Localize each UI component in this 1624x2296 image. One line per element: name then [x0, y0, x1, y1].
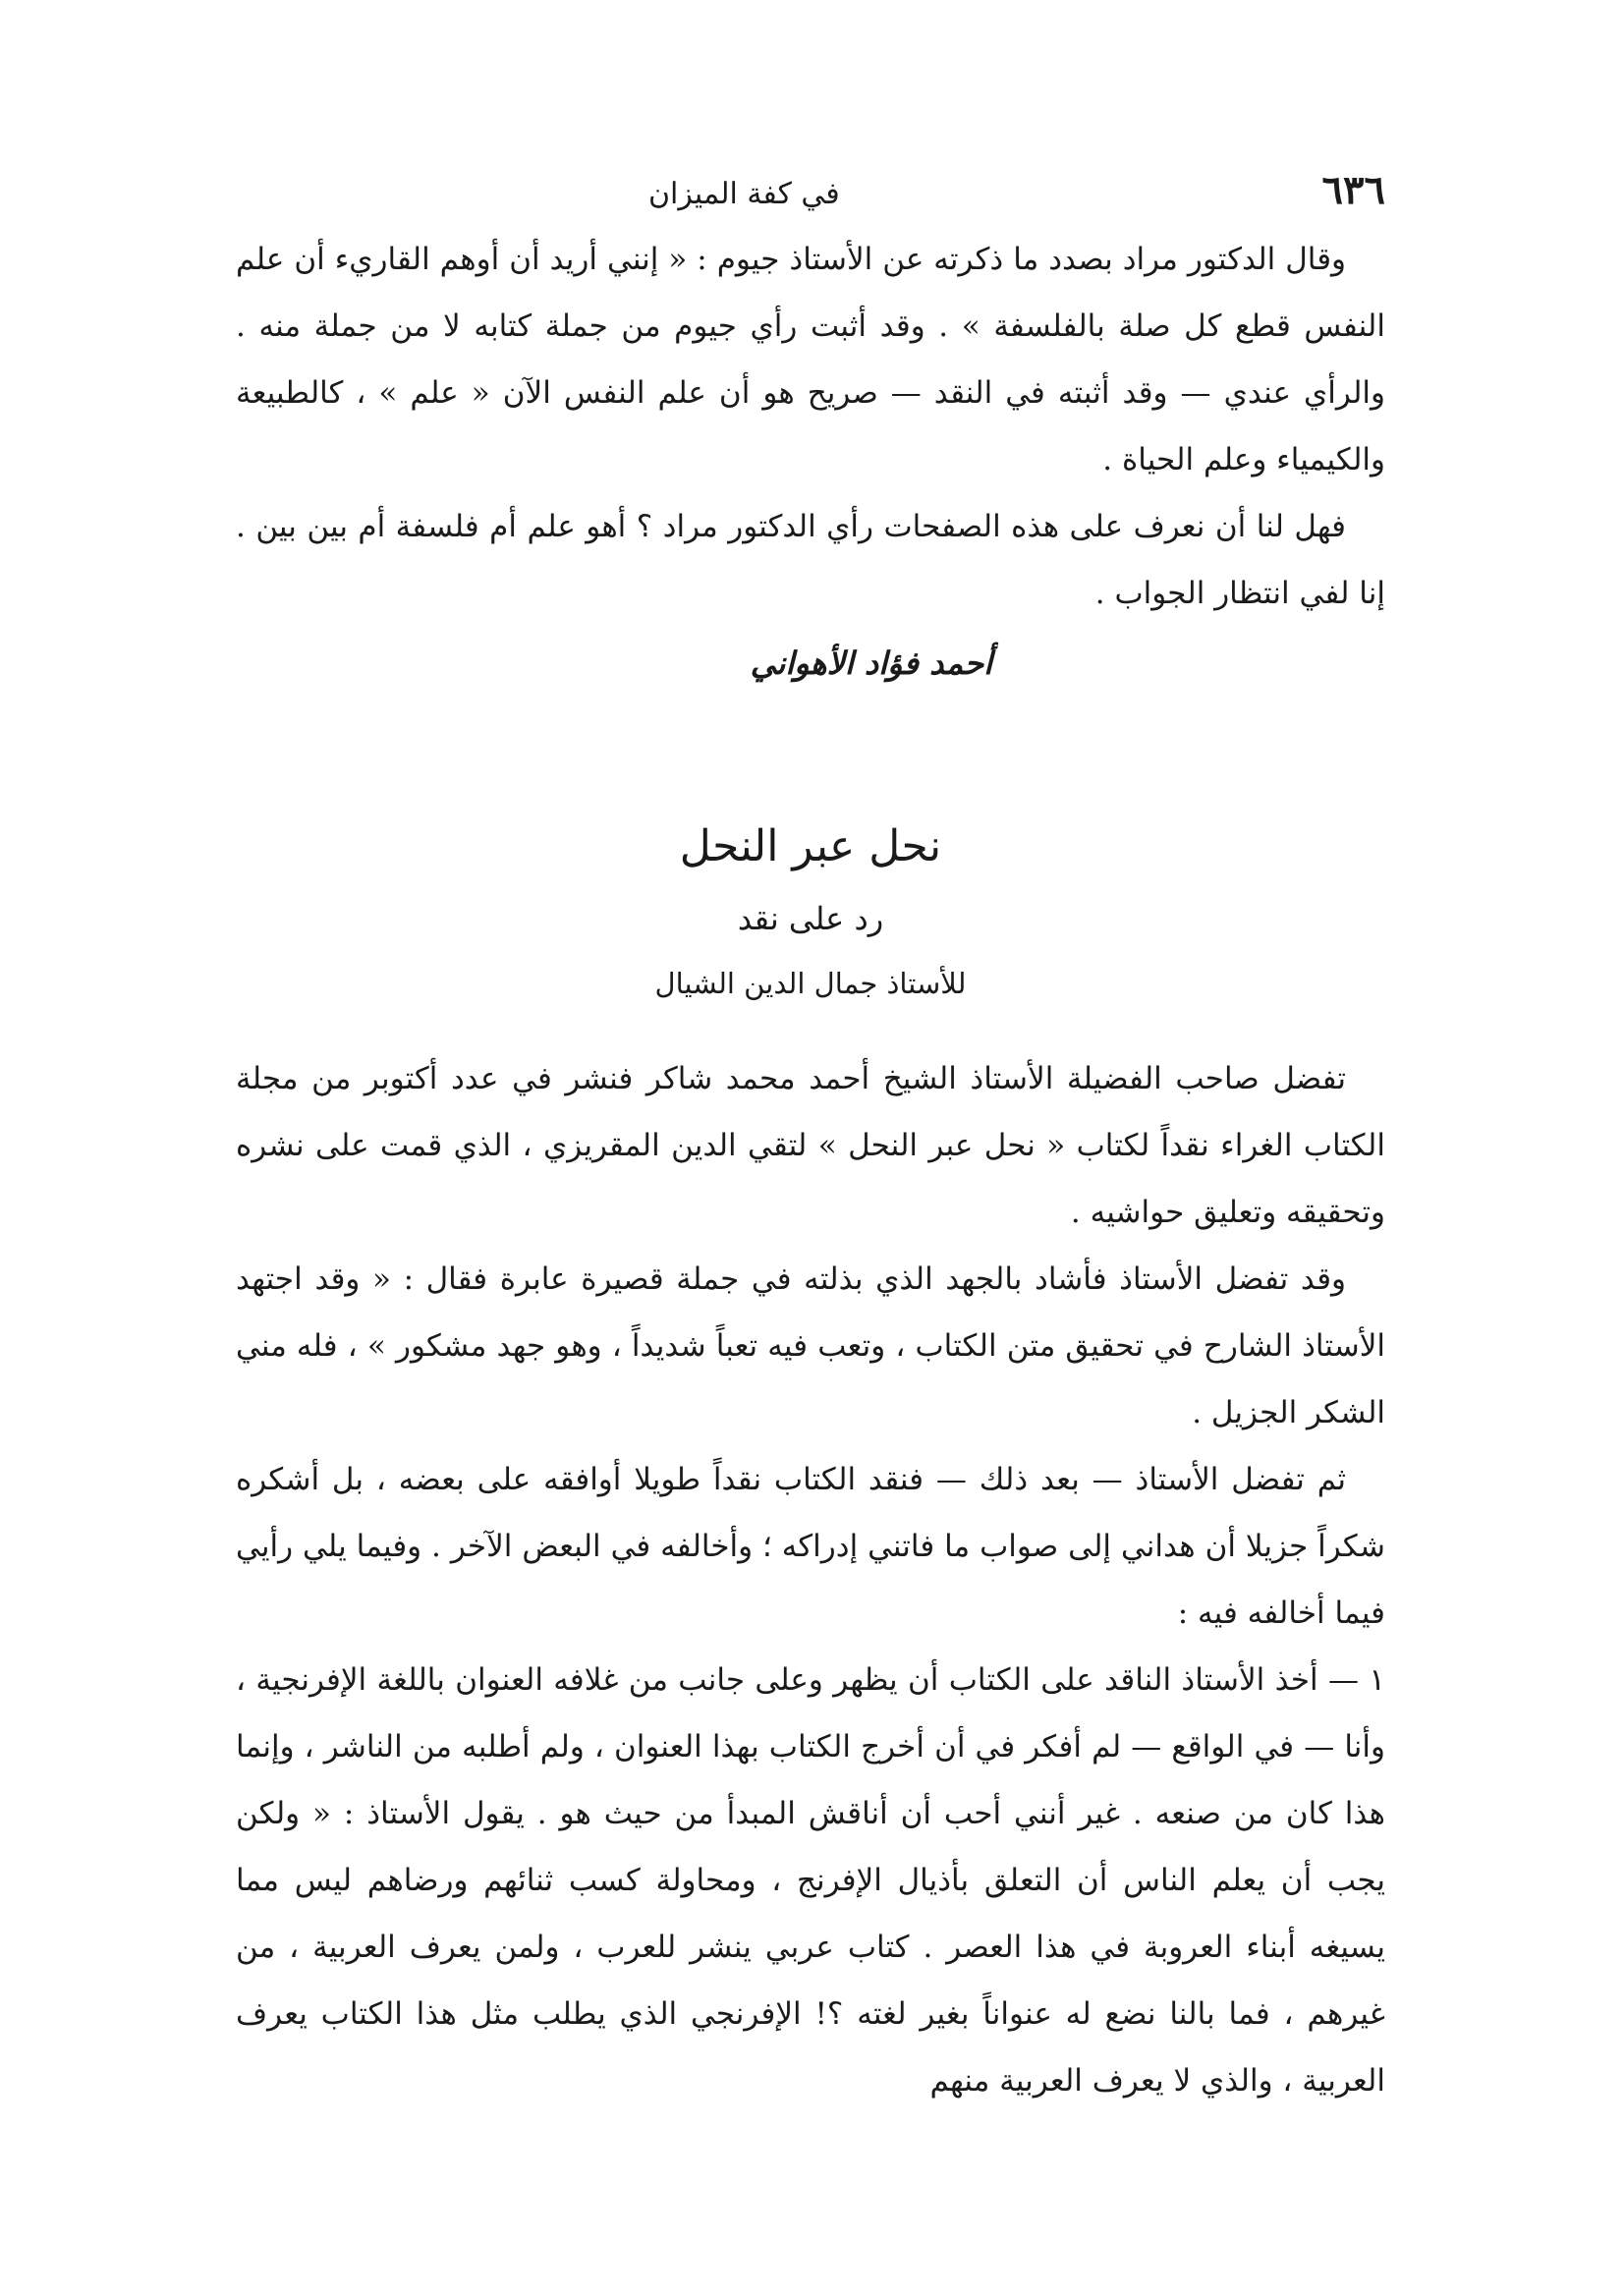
page-number: ٦٣٦	[1321, 167, 1385, 213]
article-paragraph-2: وقد تفضل الأستاذ فأشاد بالجهد الذي بذلته في جملة قصيرة عابرة فقال : « وقد اجتهد الأستاذ الشارح في تحقيق متن الكتاب ، وتعب فيه تعباً شديداً ، وهو جهد مشكور » ، فله مني الشكر الجزيل .	[236, 1261, 1385, 1430]
article-paragraph-3: ثم تفضل الأستاذ — بعد ذلك — فنقد الكتاب نقداً طويلا أوافقه على بعضه ، بل أشكره شكراً جزيلا أن هداني إلى صواب ما فاتني إدراكه ؛ وأخالفه في البعض الآخر . وفيما يلي رأيي فيما أخالفه فيه :	[236, 1462, 1385, 1631]
article-author: للأستاذ جمال الدين الشيال	[654, 967, 967, 1000]
running-head	[236, 167, 1385, 226]
running-head-title: في كفة الميزان	[648, 177, 840, 211]
author-signature: أحمد فؤاد الأهواني	[750, 644, 992, 682]
previous-article-paragraph-1: وقال الدكتور مراد بصدد ما ذكرته عن الأستاذ جيوم : « إنني أريد أن أوهم القاريء أن علم النفس قطع كل صلة بالفلسفة » . وقد أثبت رأي جيوم من جملة كتابه لا من جملة منه . والرأي عندي — وقد أثبته في النقد — صريح هو أن علم النفس الآن « علم » ، كالطبيعة والكيمياء وعلم الحياة .	[236, 242, 1385, 477]
document-page	[236, 167, 1385, 2230]
previous-article-paragraph-2: فهل لنا أن نعرف على هذه الصفحات رأي الدكتور مراد ؟ أهو علم أم فلسفة أم بين بين . إنا لفي انتظار الجواب .	[236, 509, 1385, 611]
article-paragraph-4: ١ — أخذ الأستاذ الناقد على الكتاب أن يظهر وعلى جانب من غلافه العنوان باللغة الإفرنجية ، وأنا — في الواقع — لم أفكر في أن أخرج الكتاب بهذا العنوان ، ولم أطلبه من الناشر ، وإنما هذا كان من صنعه . غير أنني أحب أن أناقش المبدأ من حيث هو . يقول الأستاذ : « ولكن يجب أن يعلم الناس أن التعلق بأذيال الإفرنج ، ومحاولة كسب ثنائهم ورضاهم ليس مما يسيغه أبناء العروبة في هذا العصر . كتاب عربي ينشر للعرب ، ولمن يعرف العربية ، من غيرهم ، فما بالنا نضع له عنواناً بغير لغته ؟! الإفرنجي الذي يطلب مثل هذا الكتاب يعرف العربية ، والذي لا يعرف العربية منهم	[236, 1662, 1385, 2099]
article-paragraph-1: تفضل صاحب الفضيلة الأستاذ الشيخ أحمد محمد شاكر فنشر في عدد أكتوبر من مجلة الكتاب الغراء نقداً لكتاب « نحل عبر النحل » لتقي الدين المقريزي ، الذي قمت على نشره وتحقيقه وتعليق حواشيه .	[236, 1061, 1385, 1230]
article-subtitle: رد على نقد	[737, 900, 884, 937]
article-title: نحل عبر النحل	[679, 821, 942, 871]
